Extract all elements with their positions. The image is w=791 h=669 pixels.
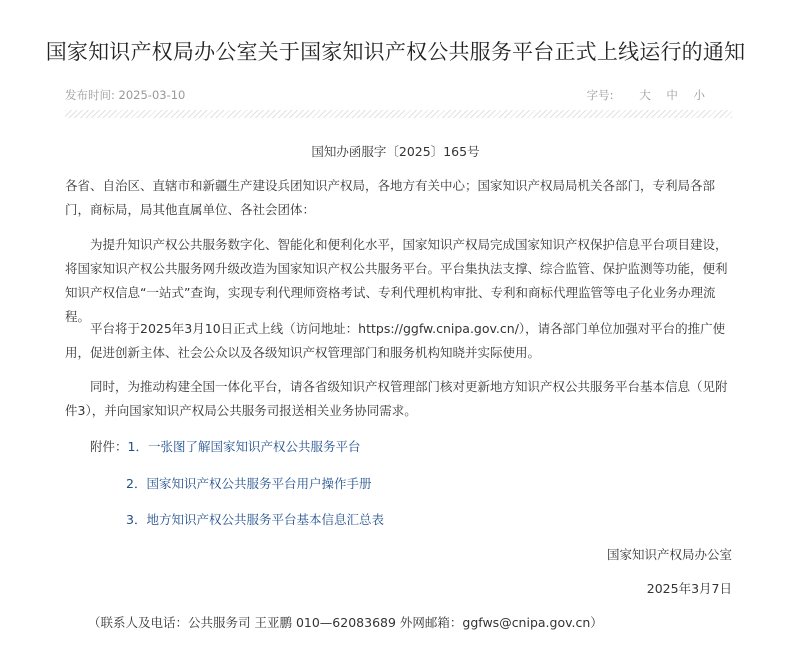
page-title: 国家知识产权局办公室关于国家知识产权公共服务平台正式上线运行的通知	[45, 40, 746, 64]
signature: 国家知识产权局办公室	[606, 547, 732, 562]
paragraph-3: 同时，为推动构建全国一体化平台，请各省级知识产权管理部门核对更新地方知识产权公共服务平台基本信息（见附件3），并向国家知识产权局公共服务司报送相关业务协同需求。	[65, 379, 728, 418]
issue-date: 2025年3月7日	[646, 581, 732, 596]
attachment-link-3[interactable]: 3．地方知识产权公共服务平台基本信息汇总表	[126, 512, 384, 527]
font-size-label: 字号:	[586, 88, 614, 102]
font-size-medium-button[interactable]: 中	[666, 88, 678, 102]
publish-date: 2025-03-10	[118, 88, 186, 102]
attachment-link-1[interactable]: 1．一张图了解国家知识产权公共服务平台	[127, 439, 361, 454]
paragraph-1: 为提升知识产权公共服务数字化、智能化和便利化水平，国家知识产权局完成国家知识产权保护信息平台项目建设，将国家知识产权公共服务网升级改造为国家知识产权公共服务平台。平台集执法支撑、综合监管、保护监测等功能，便利知识产权信息“一站式”查询，实现专利代理师资格考试、专利代理机构审批、专利和商标代理监管等电子化业务办理流程。	[65, 237, 728, 324]
attachment-link-2[interactable]: 2．国家知识产权公共服务平台用户操作手册	[126, 476, 372, 491]
recipients: 各省、自治区、直辖市和新疆生产建设兵团知识产权局，各地方有关中心；国家知识产权局局机关各部门，专利局各部门，商标局，局其他直属单位、各社会团体：	[65, 178, 716, 217]
font-size-large-button[interactable]: 大	[639, 88, 651, 102]
font-size-small-button[interactable]: 小	[693, 88, 705, 102]
publish-label: 发布时间:	[65, 88, 115, 102]
hatched-divider	[65, 110, 732, 118]
publish-info	[65, 87, 185, 103]
contact-info: （联系人及电话：公共服务司 王亚鹏 010—62083689 外网邮箱：ggfws@cnipa.gov.cn）	[88, 615, 603, 630]
attachment-row-1	[90, 437, 360, 455]
document-number: 国知办函服字〔2025〕165号	[311, 144, 480, 159]
attachments-label: 附件：	[90, 439, 128, 454]
paragraph-2: 平台将于2025年3月10日正式上线（访问地址：https://ggfw.cnipa.gov.cn/），请各部门单位加强对平台的推广使用，促进创新主体、社会公众以及各级知识产权管理部门和服务机构知晓并实际使用。	[65, 321, 726, 360]
font-size-switcher	[587, 87, 705, 103]
